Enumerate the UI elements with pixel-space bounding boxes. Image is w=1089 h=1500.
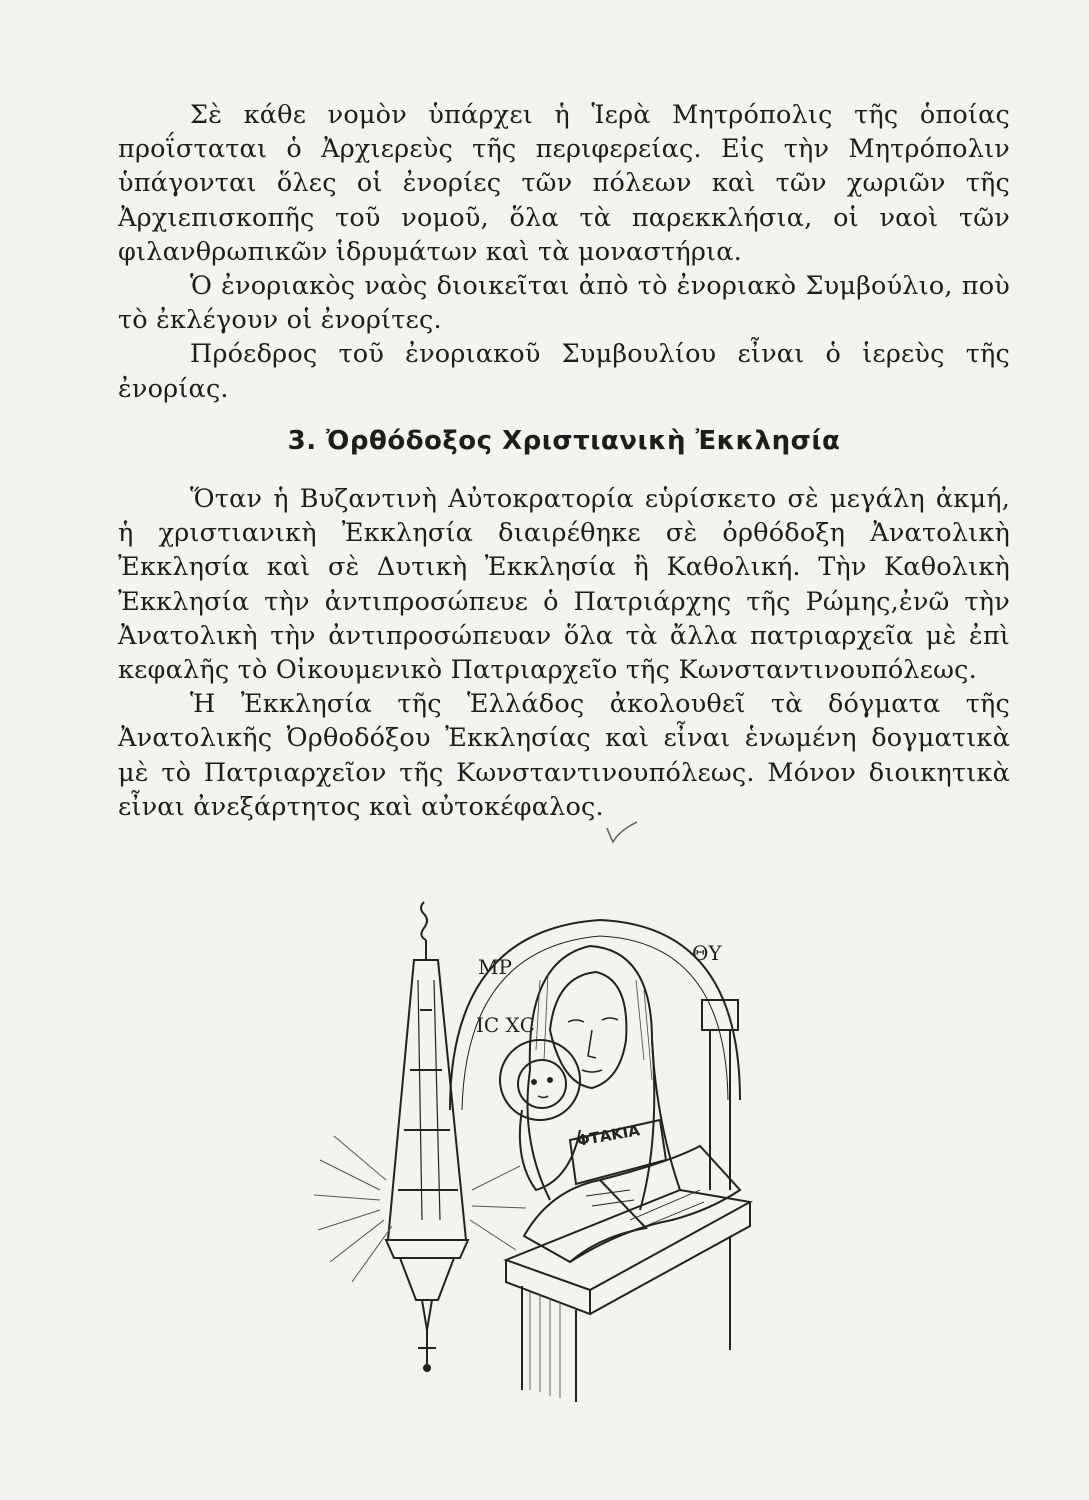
book-page-inscription: ΦΤΑΚΙΑ (575, 1121, 642, 1150)
paragraph-metropolis: Σὲ κάθε νομὸν ὑπάρχει ἡ Ἱερὰ Μητρόπολις τῆς ὁποίας προΐσταται ὁ Ἀρχιερεὺς τῆς περιφερείας. Εἰς τὴν Μητρόπολιν ὑπάγονται ὅλες οἱ ἐνορίες τῶν πόλεων καὶ τῶν χωριῶν τῆς Ἀρχιεπισκοπῆς τοῦ νομοῦ, ὅλα τὰ παρεκκλήσια, οἱ ναοὶ τῶν φιλανθρωπικῶν ἱδρυμάτων καὶ τὰ μοναστήρια. (118, 100, 1010, 267)
text-block (118, 98, 1010, 824)
section-heading: 3. Ὀρθόδοξος Χριστιανικὴ Ἐκκλησία (287, 425, 841, 456)
paragraph-parish-church: Ὁ ἐνοριακὸς ναὸς διοικεῖται ἀπὸ τὸ ἐνοριακὸ Συμβούλιο, ποὺ τὸ ἐκλέγουν οἱ ἐνορίτες. (118, 271, 1010, 336)
handwritten-tick-mark (604, 820, 640, 846)
hanging-lamp-icon (386, 902, 468, 1371)
paragraph-parish-council: Πρόεδρος τοῦ ἐνοριακοῦ Συμβουλίου εἶναι ὁ ἱερεὺς τῆς ἐνορίας. (118, 339, 1010, 404)
paragraph-church-of-greece: Ἡ Ἐκκλησία τῆς Ἑλλάδος ἀκολουθεῖ τὰ δόγματα τῆς Ἀνατολικῆς Ὀρθοδόξου Ἐκκλησίας καὶ εἶναι ἑνωμένη δογματικὰ μὲ τὸ Πατριαρχεῖον τῆς Κωνσταντινουπόλεως. Μόνον διοικητικὰ εἶναι ἀνεξάρτητος καὶ αὐτοκέφαλος. (118, 689, 1010, 822)
light-rays-icon (314, 1136, 526, 1282)
paragraph-schism: Ὅταν ἡ Βυζαντινὴ Αὐτοκρατορία εὑρίσκετο σὲ μεγάλη ἀκμή, ἡ χριστιανικὴ Ἐκκλησία διαιρέθηκε σὲ ὀρθόδοξη Ἀνατολικὴ Ἐκκλησία καὶ σὲ Δυτικὴ Ἐκκλησία ἢ Καθολική. Τὴν Καθολικὴ Ἐκκλησία τὴν ἀντιπροσώπευε ὁ Πατριάρχης τῆς Ρώμης,ἐνῶ τὴν Ἀνατολικὴ τὴν ἀντιπροσώπευαν ὅλα τὰ ἄλλα πατριαρχεῖα μὲ ἐπὶ κεφαλῆς τὸ Οἰκουμενικὸ Πατριαρχεῖο τῆς Κωνσταντινουπόλεως. (118, 484, 1010, 686)
christ-child-figure (500, 1040, 580, 1190)
lectern-icon (506, 1190, 750, 1402)
icon-inscription-mp: ΜΡ (478, 955, 512, 979)
icon-illustration (300, 890, 780, 1410)
icon-inscription-ic-xc: ΙC ΧC (476, 1013, 536, 1037)
icon-inscription-thy: ΘΥ (692, 941, 722, 965)
